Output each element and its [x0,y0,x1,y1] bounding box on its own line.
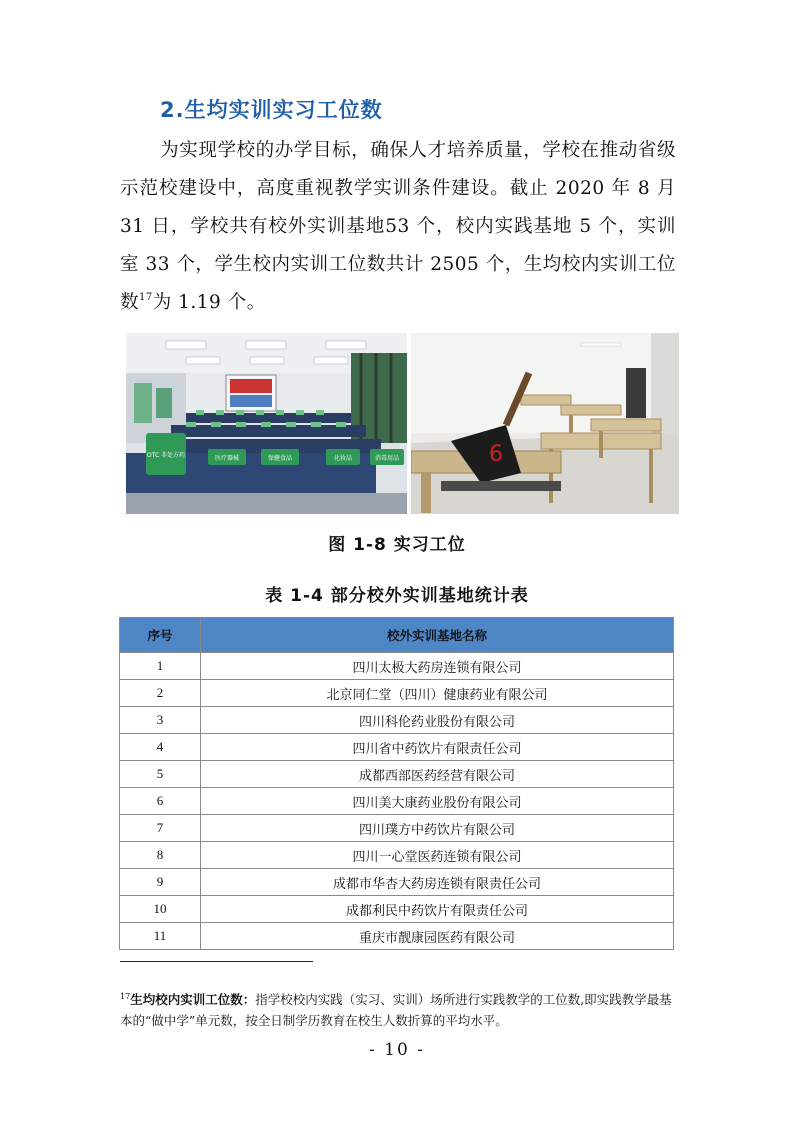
column-header-name: 校外实训基地名称 [201,618,674,653]
table-row [120,680,674,707]
table-row [120,869,674,896]
row-number: 6 [120,788,201,815]
table-header-row [120,618,674,653]
row-number: 10 [120,896,201,923]
bench-number: 6 [489,442,503,467]
row-name: 成都市华杏大药房连锁有限责任公司 [201,869,674,896]
row-name: 北京同仁堂（四川）健康药业有限公司 [201,680,674,707]
row-number: 11 [120,923,201,950]
row-number: 3 [120,707,201,734]
sign-otc: OTC 非处方药 [146,452,186,459]
table-row [120,923,674,950]
table-row [120,734,674,761]
table-row [120,653,674,680]
table-row [120,761,674,788]
table-row [120,842,674,869]
row-name: 四川太极大药房连锁有限公司 [201,653,674,680]
paragraph-text-end: 为 1.19 个。 [152,292,266,313]
sign-disinfection: 消毒用品 [374,455,400,462]
row-name: 四川省中药饮片有限责任公司 [201,734,674,761]
footnote [120,989,676,1031]
row-name: 重庆市靓康园医药有限公司 [201,923,674,950]
footnote-text: 指学校校内实践（实习、实训）场所进行实践教学的工位数,即实践教学最基本的“做中学”单元数，按全日制学历教育在校生人数折算的平均水平。 [120,992,672,1028]
footnote-number: 17 [120,992,131,1001]
column-header-number: 序号 [120,618,201,653]
row-number: 8 [120,842,201,869]
row-number: 2 [120,680,201,707]
page-number: - 10 - [369,1040,425,1060]
row-number: 7 [120,815,201,842]
training-base-table [119,617,674,950]
footnote-divider [120,961,313,962]
training-room-photo [126,333,407,514]
paragraph-text: 为实现学校的办学目标，确保人才培养质量，学校在推动省级示范校建设中，高度重视教学实训条件建设。截止 2020 年 8 月 31 日，学校共有校外实训基地53 个，校内实践基地 5 个，实训室 33 个，学生校内实训工位数共计 2505 个，生均校内实训工位数 [120,140,676,313]
table-row [120,707,674,734]
row-name: 四川璞方中药饮片有限公司 [201,815,674,842]
row-number: 4 [120,734,201,761]
row-name: 成都利民中药饮片有限责任公司 [201,896,674,923]
row-number: 1 [120,653,201,680]
row-number: 9 [120,869,201,896]
sign-cosmetics: 化妆品 [333,455,353,462]
row-name: 四川美大康药业股份有限公司 [201,788,674,815]
row-name: 四川一心堂医药连锁有限公司 [201,842,674,869]
sign-health-food: 保健食品 [267,455,293,462]
table-row [120,815,674,842]
table-row [120,896,674,923]
row-name: 成都西部医药经营有限公司 [201,761,674,788]
herbal-workbench-photo [411,333,679,514]
section-heading: 2.生均实训实习工位数 [160,98,383,122]
body-paragraph [120,132,676,322]
footnote-reference[interactable]: 17 [139,292,153,303]
figure-caption: 图 1-8 实习工位 [328,535,466,555]
footnote-term: 生均校内实训工位数： [130,992,256,1007]
row-name: 四川科伦药业股份有限公司 [201,707,674,734]
table-caption: 表 1-4 部分校外实训基地统计表 [265,586,529,606]
sign-devices: 医疗器械 [214,455,240,462]
table-row [120,788,674,815]
row-number: 5 [120,761,201,788]
